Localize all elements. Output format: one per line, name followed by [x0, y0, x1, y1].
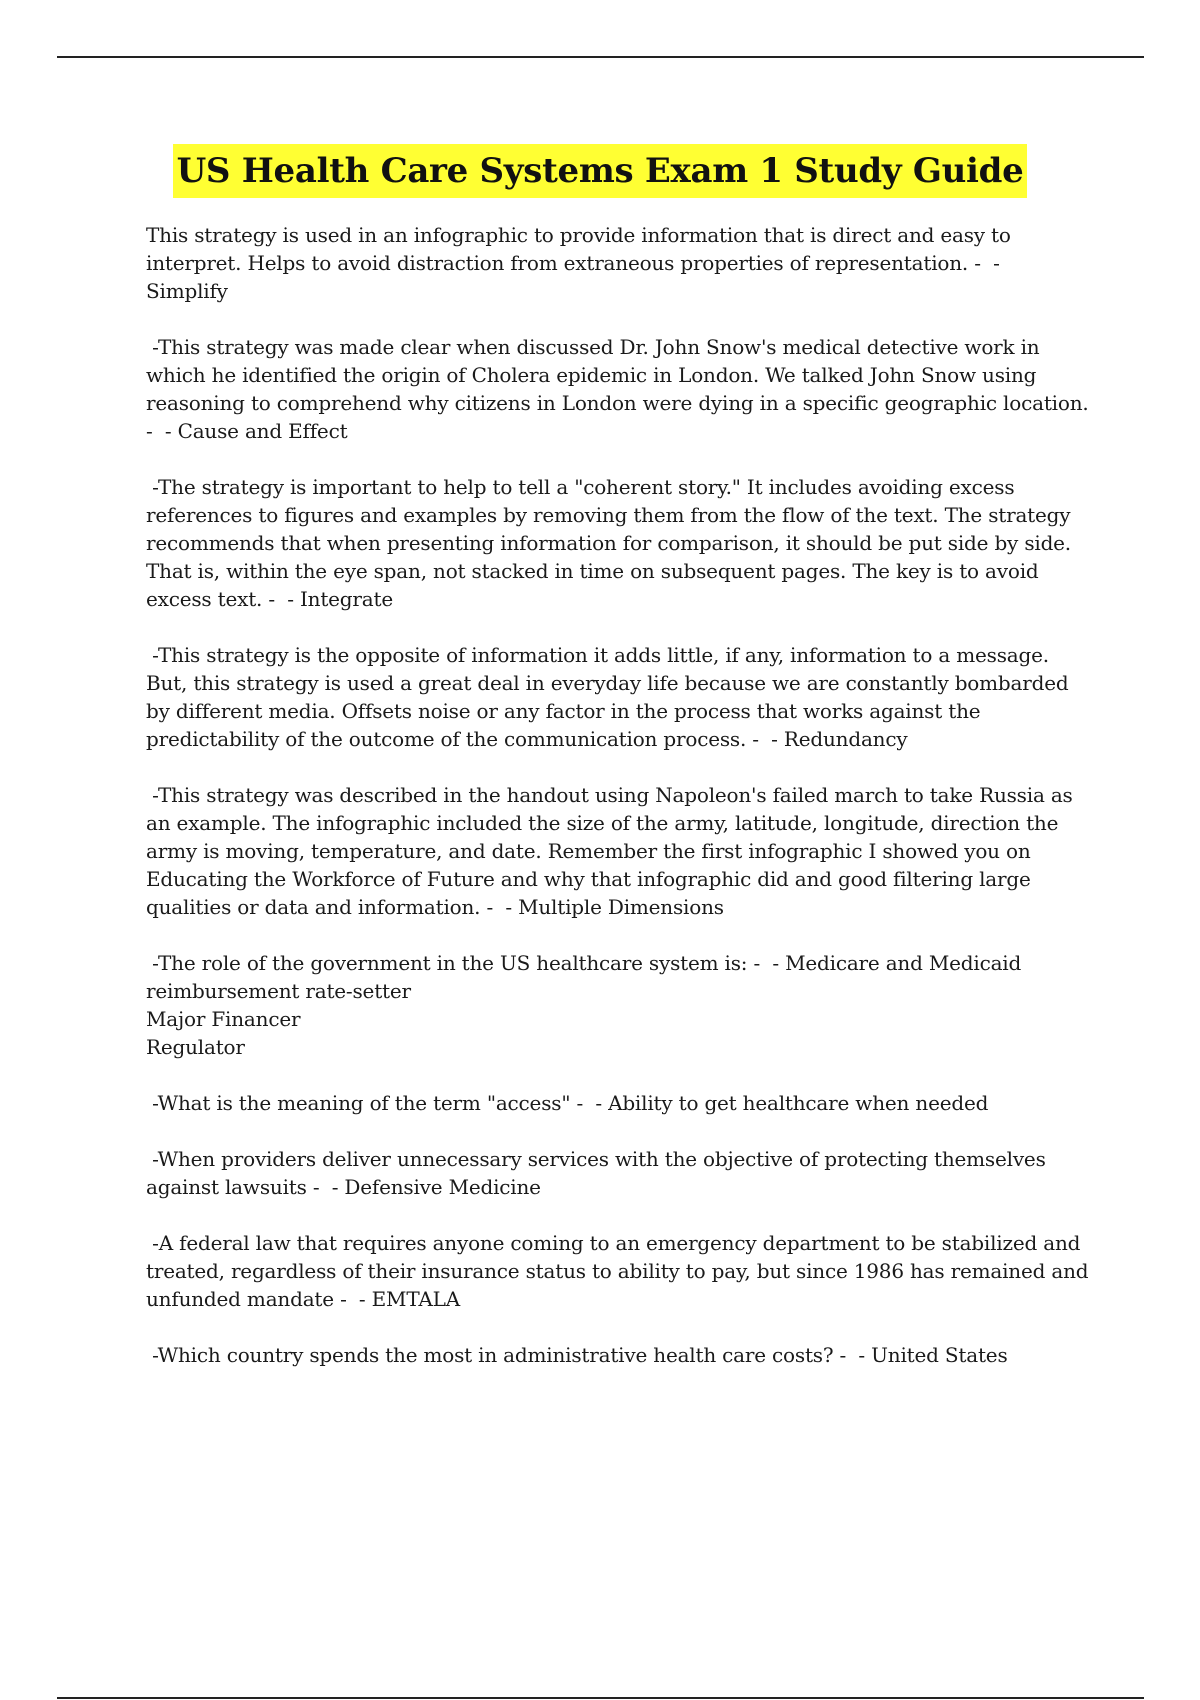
qa-entry [146, 1229, 1096, 1313]
qa-entry [146, 781, 1096, 921]
question-text: -This strategy was made clear when discussed Dr. John Snow's medical detective work in which he identified the origin of Cholera epidemic in London. We talked John Snow using reasoning to comprehend why citizens in London were dying in a specific geographic location. [146, 335, 1089, 415]
separator: - - [968, 251, 1000, 275]
bottom-rule [57, 1697, 1144, 1699]
qa-entry [146, 333, 1096, 445]
separator: - - [833, 1343, 865, 1367]
question-text: -A federal law that requires anyone coming to an emergency department to be stabilized and treated, regardless of their insurance status to ability to pay, but since 1986 has remained and unfunded mandate [146, 1231, 1095, 1311]
answer-extra-line: Major Financer [146, 1007, 301, 1031]
separator: - - [746, 727, 778, 751]
answer-text: Multiple Dimensions [511, 895, 724, 919]
study-guide-content [146, 221, 1096, 1397]
title-container [0, 144, 1200, 198]
qa-entry [146, 473, 1096, 613]
qa-entry [146, 1145, 1096, 1201]
separator: - - [333, 1287, 366, 1311]
separator: - - [146, 391, 1095, 443]
answer-text: Defensive Medicine [338, 1175, 541, 1199]
answer-text: Cause and Effect [171, 419, 348, 443]
answer-text: Simplify [146, 279, 228, 303]
page-title: US Health Care Systems Exam 1 Study Guide [173, 144, 1028, 198]
question-text: This strategy is used in an infographic to provide information that is direct and easy to interpret. Helps to avoid distraction from extraneous properties of representation. [146, 223, 1017, 275]
question-text: -The strategy is important to help to tell a "coherent story." It includes avoiding excess references to figures and examples by removing them from the flow of the text. The strategy recommends that when presenting information for comparison, it should be put side by side. That is, within the eye span, not stacked in time on subsequent pages. The key is to avoid excess text. [146, 475, 1078, 611]
question-text: -The role of the government in the US healthcare system is: [146, 951, 748, 975]
separator: - - [747, 951, 779, 975]
answer-text: Medicare and Medicaid reimbursement rate-setter [146, 951, 1028, 1003]
question-text: -This strategy was described in the handout using Napoleon's failed march to take Russia as an example. The infographic included the size of the army, latitude, longitude, direction the army is moving, temperature, and date. Remember the first infographic I showed you on Educating the Workforce of Future and why that infographic did and good filtering large qualities or data and information. [146, 783, 1079, 919]
answer-text: EMTALA [365, 1287, 460, 1311]
top-rule [57, 56, 1144, 58]
answer-extra-line: Regulator [146, 1035, 245, 1059]
question-text: -What is the meaning of the term "access" [146, 1091, 571, 1115]
qa-entry [146, 1089, 1096, 1117]
answer-text: Ability to get healthcare when needed [601, 1091, 989, 1115]
question-text: -When providers deliver unnecessary services with the objective of protecting themselves against lawsuits [146, 1147, 1052, 1199]
question-text: -Which country spends the most in administrative health care costs? [146, 1343, 834, 1367]
answer-text: Redundancy [777, 727, 908, 751]
qa-entry [146, 1341, 1096, 1369]
separator: - - [262, 587, 294, 611]
qa-entry [146, 221, 1096, 305]
question-text: -This strategy is the opposite of information it adds little, if any, information to a message. But, this strategy is used a great deal in everyday life because we are constantly bombarded by different media. Offsets noise or any factor in the process that works against the predictability of the outcome of the communication process. [146, 643, 1075, 751]
separator: - - [570, 1091, 602, 1115]
qa-entry [146, 641, 1096, 753]
qa-entry [146, 949, 1096, 1061]
separator: - - [480, 895, 512, 919]
separator: - - [306, 1175, 339, 1199]
answer-text: Integrate [293, 587, 393, 611]
answer-text: United States [864, 1343, 1008, 1367]
